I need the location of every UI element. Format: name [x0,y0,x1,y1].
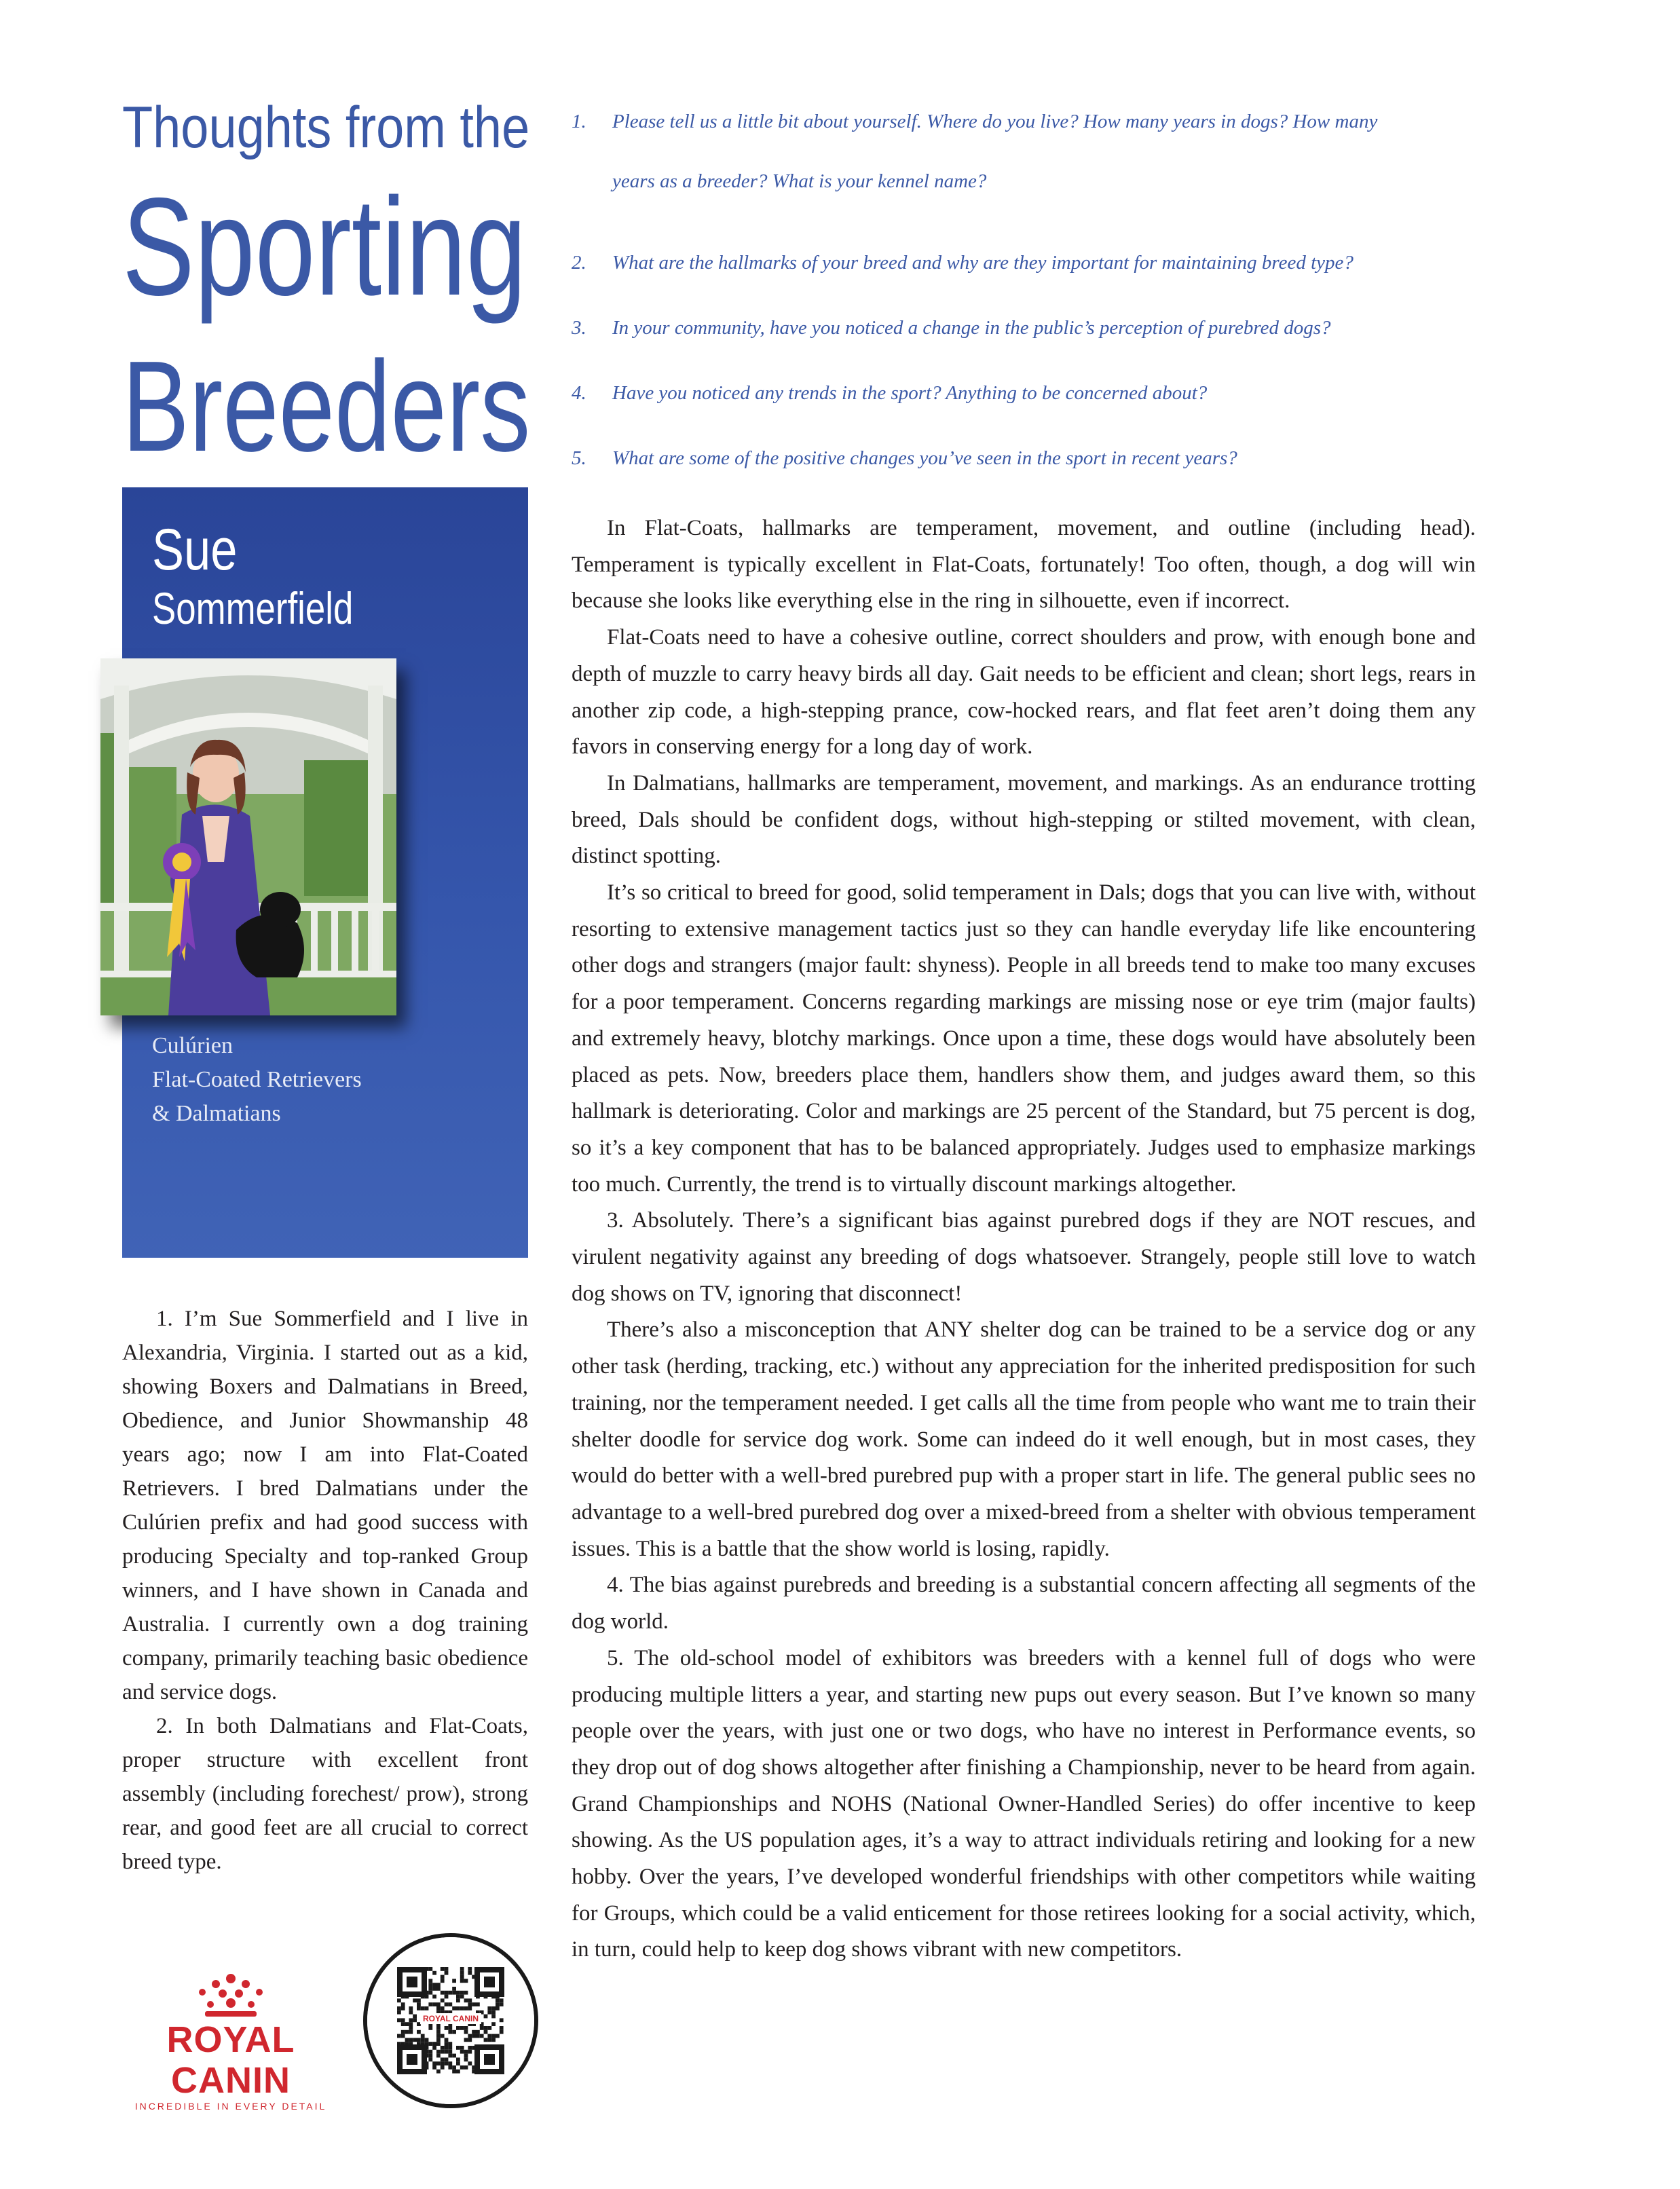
left-column-text [122,1302,528,1879]
title-line-2: Sporting [122,169,527,324]
answer-paragraph: 3. Absolutely. There’s a significant bias against purebred dogs if they are NOT rescues, and virulent negativity against any breeding of dogs whatsoever. Strangely, people still love to watch dog shows on TV, ignoring that disconnect! [572,1208,1476,1306]
question-number: 3. [572,317,586,339]
answer-paragraph: There’s also a misconception that ANY shelter dog can be trained to be a service dog or any other task (herding, tracking, etc.) without any appreciation for the inherited predisposition for such training, nor the temperament needed. I get calls all the time from people who want me to train their shelter doodle for service dog work. Some can indeed do it well enough, but in most cases, they would do better with a well-bred purebred pup with a proper start in life. The general public sees no advantage to a well-bred purebred dog over a mixed-breed from a shelter with obvious temperament issues. This is a battle that the show world is losing, rapidly. [572,1317,1476,1561]
answer-paragraph: In Flat-Coats, hallmarks are temperament, movement, and outline (including head). Temperament is typically excellent in Flat-Coats, fortunately! Too often, though, a dog will win because she looks like everything else in the ring in silhouette, even if incorrect. [572,516,1476,614]
answer-paragraph: It’s so critical to breed for good, solid temperament in Dals; dogs that you can live with, without resorting to extensive management tactics just so they can handle everyday life like encountering other dogs and strangers (major fault: shyness). People in all breeds tend to make too many excuses for a poor temperament. Concerns regarding markings are missing nose or eye trim (major faults) and extremely heavy, blotchy markings. Once upon a time, these dogs would have absolutely been placed as pets. Now, breeders place them, handlers show them, and judges award them, so this hallmark is deteriorating. Color and markings are 25 percent of the Standard, but 75 percent is dog, so it’s a key component that has to be balanced appropriately. Judges used to emphasize markings too much. Currently, the trend is to virtually discount markings altogether. [572,880,1476,1197]
question-list [572,92,1474,472]
crown-icon [190,1972,272,2019]
profile-last-name: Sommerfield [152,583,354,633]
question-text: Please tell us a little bit about yourself. Where do you live? How many years in dogs? How many [612,111,1378,132]
logo-brand-text: ROYAL CANIN [166,2019,295,2101]
answer-paragraph: 1. I’m Sue Sommerfield and I live in Alexandria, Virginia. I started out as a kid, showing Boxers and Dalmatians in Breed, Obedience, and Junior Showmanship 48 years ago; now I am into Flat-Coated Retrievers. I bred Dalmatians under the Culúrien prefix and had good success with producing Specialty and top-ranked Group winners, and I have shown in Canada and Australia. I currently own a dog training company, primarily teaching basic obedience and service dogs. [122,1307,528,1704]
question-number: 2. [572,252,586,274]
answer-paragraph: 4. The bias against purebreds and breeding is a substantial concern affecting all segments of the dog world. [572,1573,1476,1634]
breeder-photo [100,658,396,1015]
question-text: What are the hallmarks of your breed and why are they important for maintaining breed type? [612,252,1354,274]
qr-code[interactable] [363,1933,538,2108]
answer-paragraph: 5. The old-school model of exhibitors was breeders with a kennel full of dogs who were producing multiple litters a year, and starting new pups out every season. But I’ve known so many people over the years, with just one or two dogs, who have no interest in Performance events, so they drop out of dog shows altogether after finishing a Championship, never to be heard from again. Grand Championships and NOHS (National Owner-Handled Series) do offer incentive to keep showing. As the US population ages, it’s a way to attract individuals retiring and looking for a new hobby. Over the years, I’ve developed wonderful friendships with other competitors while waiting for Groups, which could be a valid enticement for those retirees looking for a social activity, which, in turn, could help to keep dog shows vibrant with new competitors. [572,1645,1476,1962]
question-number: 4. [572,382,586,404]
answer-paragraph: In Dalmatians, hallmarks are temperament, movement, and markings. As an endurance trotting breed, Dals should be confident dogs, without high-stepping or stilted movement, with clean, distinct spotting. [572,770,1476,869]
kennel-info [152,1029,362,1131]
question-text: In your community, have you noticed a change in the public’s perception of purebred dogs? [612,317,1331,339]
answer-paragraph: Flat-Coats need to have a cohesive outline, correct shoulders and prow, with enough bone and depth of muzzle to carry heavy birds all day. Gait needs to be efficient and clean; short legs, rears in another zip code, a high-stepping prance, cow-hocked rears, and flat feet aren’t doing them any favors in conserving energy for a long day of work. [572,625,1476,760]
question-number: 5. [572,447,586,469]
qr-brand-label: ROYAL CANIN [420,2013,481,2024]
page-title [122,94,557,485]
answer-paragraph: 2. In both Dalmatians and Flat-Coats, proper structure with excellent front assembly (including forechest/ prow), strong rear, and good feet are all crucial to correct breed type. [122,1714,528,1874]
breeder-photo-illustration [100,658,396,1015]
kennel-breed-2: & Dalmatians [152,1101,281,1126]
title-line-1: Thoughts from the [122,95,530,160]
question-number: 1. [572,111,586,132]
question-item [572,379,1474,407]
profile-first-name: Sue [152,517,238,582]
royal-canin-logo [122,1972,339,2112]
question-item [572,92,1474,211]
kennel-breed-1: Flat-Coated Retrievers [152,1067,362,1092]
question-text: What are some of the positive changes you’ve seen in the sport in recent years? [612,447,1237,469]
question-item [572,314,1474,341]
right-column-text [572,510,1476,1968]
title-line-3: Breeders [122,335,531,479]
kennel-name: Culúrien [152,1033,233,1058]
question-item [572,445,1474,472]
question-item [572,249,1474,276]
question-text: Have you noticed any trends in the sport? Anything to be concerned about? [612,382,1208,404]
question-text-continued: years as a breeder? What is your kennel name? [612,170,987,192]
logo-tagline: INCREDIBLE IN EVERY DETAIL [134,2101,327,2112]
